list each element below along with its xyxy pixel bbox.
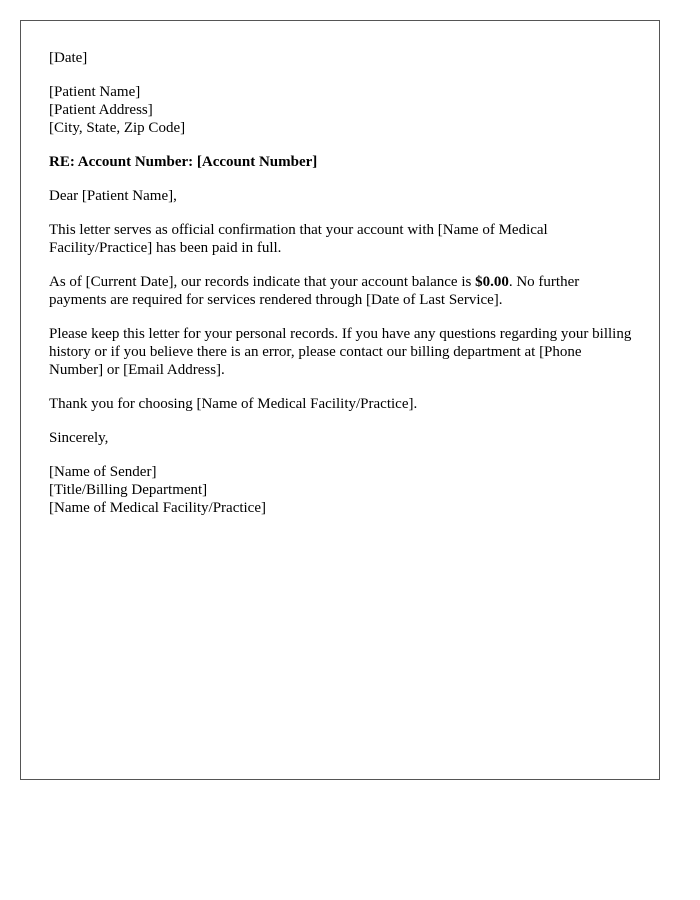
- sender-title: [Title/Billing Department]: [49, 482, 208, 498]
- paragraph-contact: Please keep this letter for your personal records. If you have any questions regarding your billing history or if you believe there is an error, please contact our billing department at [Phone Number] or [Email Address].: [49, 326, 632, 378]
- paragraph-confirmation: This letter serves as official confirmation that your account with [Name of Medical Facility/Practice] has been paid in full.: [49, 222, 548, 256]
- paragraph-thanks: Thank you for choosing [Name of Medical Facility/Practice].: [49, 396, 418, 412]
- recipient-city-state-zip: [City, State, Zip Code]: [49, 120, 186, 136]
- balance-text-before: As of [Current Date], our records indicate that your account balance is: [49, 274, 476, 290]
- recipient-address-block: [49, 83, 639, 137]
- recipient-address: [Patient Address]: [49, 102, 153, 118]
- closing: Sincerely,: [49, 430, 109, 446]
- letter-page: [20, 20, 660, 780]
- sender-name: [Name of Sender]: [49, 464, 157, 480]
- recipient-name: [Patient Name]: [49, 84, 141, 100]
- letter-body: [49, 49, 639, 533]
- paragraph-balance: [49, 273, 639, 309]
- balance-amount: $0.00: [475, 274, 509, 290]
- letter-date: [Date]: [49, 50, 88, 66]
- balance-text-after: . No further payments are required for services rendered through [Date of Last Service].: [49, 274, 580, 308]
- signature-block: [49, 463, 639, 517]
- sender-facility: [Name of Medical Facility/Practice]: [49, 500, 266, 516]
- salutation: Dear [Patient Name],: [49, 188, 177, 204]
- re-line: RE: Account Number: [Account Number]: [49, 154, 318, 170]
